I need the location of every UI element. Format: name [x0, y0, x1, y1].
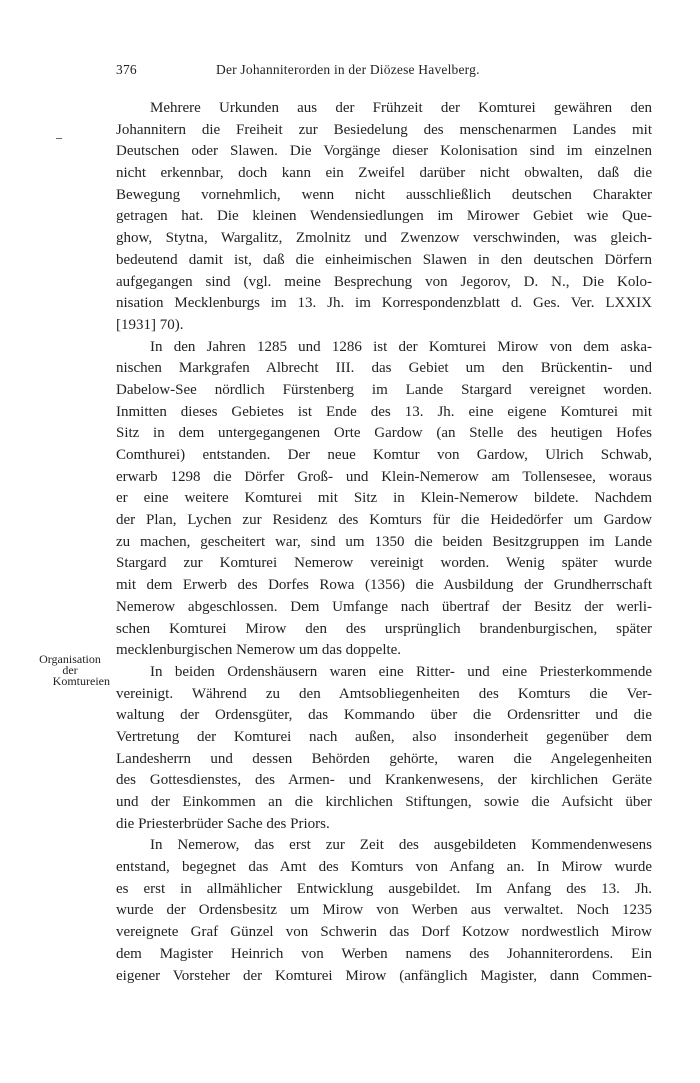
text-line: In Nemerow, das erst zur Zeit des ausgebildeten Kommendenwesens — [150, 837, 652, 854]
text-line: Sitz in dem untergegangenen Orte Gardow (an Stelle des heutigen Hofes — [116, 425, 652, 442]
text-line: nisation Mecklenburgs im 13. Jh. im Korrespondenzblatt d. Ges. Ver. LXXIX — [116, 295, 652, 312]
text-line: zu machen, gescheitert war, sind um 1350 die beiden Besitzgruppen im Lande — [116, 533, 652, 550]
text-line: mecklenburgischen Nemerow um das doppelte. — [116, 642, 402, 659]
text-line: Stargard zur Komturei Nemerow vereinigt worden. Wenig später wurde — [116, 555, 652, 572]
text-line: Nemerow abgeschlossen. Dem Umfange nach übertraf der Besitz der werli- — [116, 598, 652, 615]
text-line: wurde der Ordensbesitz um Mirow von Werben aus verwaltet. Noch 1235 — [116, 902, 652, 919]
text-line: Bewegung vornehmlich, wenn nicht ausschließlich deutschen Charakter — [116, 186, 652, 203]
text-line: aufgegangen sind (vgl. meine Besprechung von Jegorov, D. N., Die Kolo- — [116, 273, 652, 290]
margin-note — [28, 654, 112, 687]
text-line: Mehrere Urkunden aus der Frühzeit der Komturei gewähren den — [150, 100, 652, 116]
text-line: mit dem Erwerb des Dorfes Rowa (1356) die Ausbildung der Grundherrschaft — [116, 577, 652, 594]
text-line: Dabelow-See nördlich Fürstenberg im Lande Stargard vereignet worden. — [116, 381, 652, 398]
text-line: Inmitten dieses Gebietes ist Ende des 13. Jh. eine eigene Komturei mit — [116, 403, 652, 420]
text-line: Landesherrn und dessen Behörden gehörte, waren die Angelegenheiten — [116, 750, 652, 767]
margin-note-line: der — [62, 663, 78, 677]
text-line: Johannitern die Freiheit zur Besiedelung des menschenarmen Landes mit — [116, 121, 652, 138]
text-line: Vertretung der Komturei nach außen, also insonderheit gegenüber dem — [116, 728, 652, 745]
text-line: Comthurei) entstanden. Der neue Komtur von Gardow, Ulrich Schwab, — [116, 447, 652, 463]
text-line: waltung der Ordensgüter, das Kommando über die Ordensritter und die — [116, 707, 652, 724]
text-line: er eine weitere Komturei mit Sitz in Klein-Nemerow bildete. Nachdem — [116, 490, 652, 507]
text-line: getragen hat. Die kleinen Wendensiedlungen im Mirower Gebiet wie Que- — [116, 208, 652, 225]
text-line: In beiden Ordenshäusern waren eine Ritter- und eine Priesterkommende — [150, 663, 652, 680]
text-line: dem Magister Heinrich von Werben namens des Johanniterordens. Ein — [116, 945, 652, 962]
text-line: In den Jahren 1285 und 1286 ist der Komturei Mirow von dem aska- — [150, 338, 652, 355]
text-line: Deutschen oder Slawen. Die Vorgänge dieser Kolonisation sind im einzelnen — [116, 143, 652, 160]
text-line: es erst in allmählicher Entwicklung ausgebildet. Im Anfang des 13. Jh. — [116, 880, 652, 897]
text-line: eigener Vorsteher der Komturei Mirow (anfänglich Magister, dann Commen- — [116, 967, 652, 984]
text-line: nicht erkennbar, doch kann ein Zweifel darüber nicht obwalten, daß die — [116, 165, 652, 182]
text-line: des Gottesdienstes, des Armen- und Krankenwesens, der kirchlichen Geräte — [116, 772, 652, 789]
running-title: Der Johanniterorden in der Diözese Havelberg. — [216, 62, 480, 77]
text-line: vereignete Graf Günzel von Schwerin das Dorf Kotzow nordwestlich Mirow — [116, 924, 652, 941]
text-line: und der Einkommen an die kirchlichen Stiftungen, sowie die Aufsicht über — [116, 794, 652, 810]
running-head — [116, 62, 652, 84]
text-line: [1931] 70). — [116, 316, 184, 333]
body-text — [116, 98, 652, 987]
text-line: der Plan, Lychen zur Residenz des Komturs für die Heidedörfer um Gardow — [116, 512, 652, 529]
text-line: entstand, begegnet das Amt des Komturs von Anfang an. In Mirow wurde — [116, 859, 652, 876]
text-line: schen Komturei Mirow den des ursprünglich brandenburgischen, später — [116, 620, 652, 637]
text-line: erwarb 1298 die Dörfer Groß- und Klein-Nemerow am Tollensesee, woraus — [116, 468, 652, 485]
text-line: ghow, Stytna, Wargalitz, Zmolnitz und Zwenzow verschwinden, was gleich- — [116, 230, 652, 247]
margin-note-line: Komtureien — [52, 674, 110, 688]
text-line: vereinigt. Während zu den Amtsobliegenheiten des Komturs die Ver- — [116, 685, 652, 702]
text-line: nischen Markgrafen Albrecht III. das Gebiet um den Brückentin- und — [116, 360, 652, 377]
text-line: die Priesterbrüder Sache des Priors. — [116, 815, 330, 832]
text-line: bedeutend damit ist, daß die einheimischen Slawen in den deutschen Dörfern — [116, 251, 652, 268]
page-number: 376 — [116, 62, 137, 77]
margin-note-line: Organisation — [39, 652, 101, 666]
scan-blemish — [56, 138, 62, 139]
